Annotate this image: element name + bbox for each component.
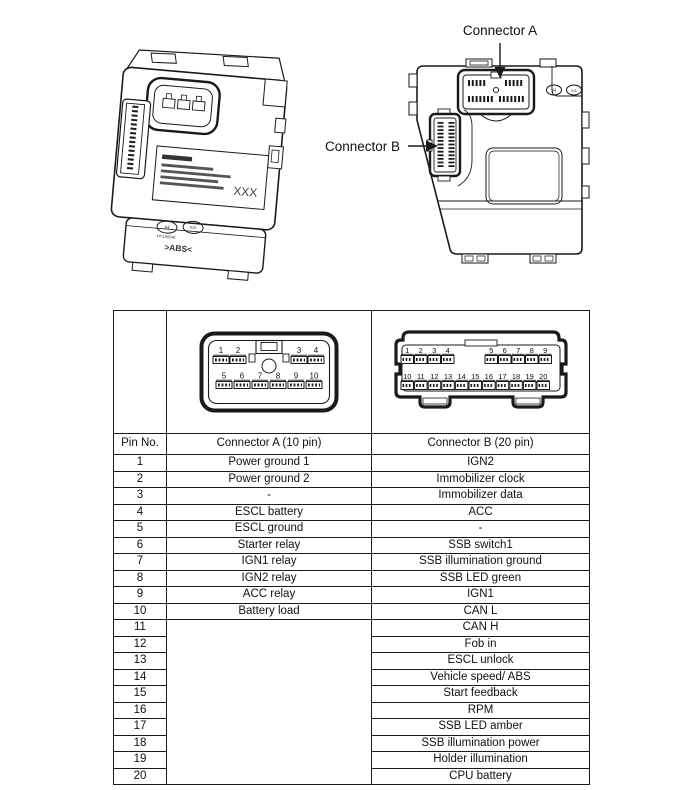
pin-cell: 11	[114, 620, 167, 637]
conn-a-merged-empty-cell	[167, 620, 372, 785]
svg-text:7: 7	[515, 345, 520, 355]
abs-marking-text: >ABS<	[163, 241, 193, 255]
svg-text:10: 10	[402, 371, 411, 381]
conn-b-cell: Immobilizer data	[372, 488, 590, 505]
svg-text:9: 9	[542, 345, 547, 355]
pin-cell: 15	[114, 686, 167, 703]
svg-text:13: 13	[443, 371, 452, 381]
conn-b-cell: SSB illumination power	[372, 735, 590, 752]
table-row	[114, 620, 590, 637]
connector-a-face-diagram	[199, 331, 339, 413]
svg-text:16: 16	[484, 371, 493, 381]
conn-a-cell: Starter relay	[167, 537, 372, 554]
connector-a-header: Connector A (10 pin)	[167, 434, 372, 455]
pin-cell: 20	[114, 768, 167, 785]
pin-cell: 13	[114, 653, 167, 670]
conn-b-cell: CAN L	[372, 603, 590, 620]
table-row	[114, 554, 590, 571]
conn-b-cell: RPM	[372, 702, 590, 719]
center-panel	[486, 148, 562, 204]
conn-b-cell: Fob in	[372, 636, 590, 653]
pin-cell: 9	[114, 587, 167, 604]
conn-b-cell: SSB LED amber	[372, 719, 590, 736]
pin-cell: 1	[114, 455, 167, 472]
pin-cell: 12	[114, 636, 167, 653]
table-row	[114, 570, 590, 587]
pin-cell: 17	[114, 719, 167, 736]
svg-text:8: 8	[275, 371, 281, 381]
svg-text:17: 17	[497, 371, 507, 381]
svg-text:H: H	[164, 225, 170, 232]
table-row	[114, 603, 590, 620]
header-row	[114, 434, 590, 455]
svg-text:H: H	[552, 88, 556, 95]
svg-text:20: 20	[538, 371, 547, 381]
diagram-row-empty-cell	[114, 311, 167, 434]
conn-a-cell: ESCL battery	[167, 504, 372, 521]
pin-cell: 5	[114, 521, 167, 538]
svg-text:2: 2	[418, 345, 423, 355]
pin-cell: 4	[114, 504, 167, 521]
svg-text:19: 19	[524, 371, 534, 381]
table-row	[114, 521, 590, 538]
pin-cell: 16	[114, 702, 167, 719]
conn-a-cell: Power ground 1	[167, 455, 372, 472]
pin-cell: 2	[114, 471, 167, 488]
conn-b-cell: CAN H	[372, 620, 590, 637]
connector-b-face-cell	[372, 311, 590, 434]
figure-section	[0, 0, 700, 300]
label-code-text: XXX	[232, 183, 258, 200]
svg-text:KIA: KIA	[571, 88, 577, 93]
svg-text:3: 3	[296, 346, 302, 355]
connector-b-socket	[430, 114, 460, 176]
connector-b-label: Connector B	[325, 139, 401, 154]
side-latch	[268, 146, 284, 169]
svg-text:2: 2	[235, 346, 241, 355]
table-row	[114, 504, 590, 521]
svg-text:5: 5	[488, 345, 493, 355]
svg-text:10: 10	[309, 371, 319, 381]
conn-a-cell: Power ground 2	[167, 471, 372, 488]
table-row	[114, 455, 590, 472]
svg-text:1: 1	[404, 345, 409, 355]
conn-a-cell: Battery load	[167, 603, 372, 620]
svg-text:5: 5	[221, 371, 227, 381]
svg-text:15: 15	[470, 371, 479, 381]
svg-text:12: 12	[429, 371, 439, 381]
pin-no-header: Pin No.	[114, 434, 167, 455]
pinout-table	[113, 310, 590, 785]
table-row	[114, 471, 590, 488]
conn-b-cell: SSB LED green	[372, 570, 590, 587]
right-module-drawing	[400, 48, 600, 273]
svg-text:1: 1	[218, 346, 224, 355]
svg-text:9: 9	[293, 371, 299, 381]
conn-b-cell: -	[372, 521, 590, 538]
left-module-drawing	[98, 40, 308, 285]
svg-text:6: 6	[502, 345, 507, 355]
pin-cell: 6	[114, 537, 167, 554]
table-row	[114, 488, 590, 505]
pin-cell: 18	[114, 735, 167, 752]
svg-text:18: 18	[511, 371, 520, 381]
svg-text:KIA: KIA	[189, 224, 197, 231]
conn-a-cell: ACC relay	[167, 587, 372, 604]
table-row	[114, 537, 590, 554]
svg-text:14: 14	[456, 371, 466, 381]
pin-cell: 7	[114, 554, 167, 571]
pin-cell: 8	[114, 570, 167, 587]
svg-text:11: 11	[416, 371, 425, 381]
conn-b-cell: ESCL unlock	[372, 653, 590, 670]
connector-a-label: Connector A	[462, 23, 538, 38]
svg-text:4: 4	[445, 345, 450, 355]
conn-a-cell: -	[167, 488, 372, 505]
svg-text:4: 4	[313, 346, 319, 355]
pin-cell: 10	[114, 603, 167, 620]
connector-b-face-diagram	[393, 329, 569, 415]
connector-a-face-cell	[167, 311, 372, 434]
conn-b-cell: SSB illumination ground	[372, 554, 590, 571]
conn-a-cell: IGN1 relay	[167, 554, 372, 571]
table-row	[114, 587, 590, 604]
pin-cell: 14	[114, 669, 167, 686]
diagram-row	[114, 311, 590, 434]
conn-b-cell: IGN1	[372, 587, 590, 604]
conn-a-cell: IGN2 relay	[167, 570, 372, 587]
pin-cell: 19	[114, 752, 167, 769]
conn-b-cell: Vehicle speed/ ABS	[372, 669, 590, 686]
svg-text:3: 3	[431, 345, 436, 355]
connector-b-header: Connector B (20 pin)	[372, 434, 590, 455]
svg-text:6: 6	[239, 371, 245, 381]
conn-b-cell: IGN2	[372, 455, 590, 472]
conn-b-cell: CPU battery	[372, 768, 590, 785]
svg-text:7: 7	[257, 371, 263, 381]
conn-b-cell: Start feedback	[372, 686, 590, 703]
conn-b-cell: Immobilizer clock	[372, 471, 590, 488]
hyundai-text: HYUNDAI	[156, 233, 176, 240]
conn-b-cell: SSB switch1	[372, 537, 590, 554]
conn-a-cell: ESCL ground	[167, 521, 372, 538]
svg-text:8: 8	[529, 345, 534, 355]
conn-b-cell: Holder illumination	[372, 752, 590, 769]
conn-b-cell: ACC	[372, 504, 590, 521]
pin-cell: 3	[114, 488, 167, 505]
